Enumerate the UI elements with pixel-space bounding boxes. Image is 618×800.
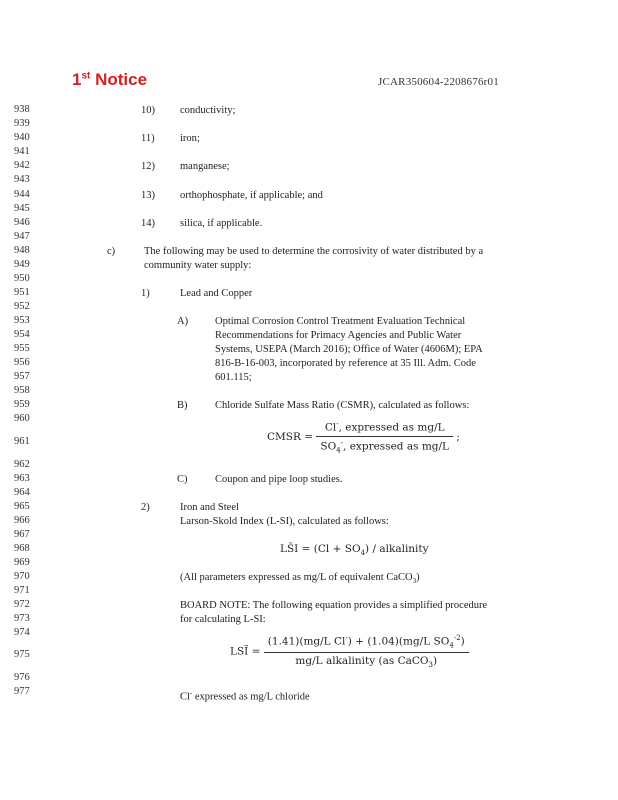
csmr-numerator: Cl-, expressed as mg/L <box>316 420 453 437</box>
line-number: 970 <box>14 571 30 582</box>
csmr-tail: ; <box>456 431 460 444</box>
line-number: 977 <box>14 686 30 697</box>
line-number: 960 <box>14 413 30 424</box>
line-number: 966 <box>14 515 30 526</box>
csmr-denominator: $SO_4^-$, expressed as mg/L <box>320 438 450 455</box>
board-note-line-1: BOARD NOTE: The following equation provides a simplified procedure <box>180 600 488 611</box>
iron-steel-title: Iron and Steel <box>180 502 239 513</box>
item-11-label: 11) <box>141 133 155 144</box>
board-note-line-2: for calculating L-SI: <box>180 614 266 625</box>
line-number: 956 <box>14 357 30 368</box>
line-number: 965 <box>14 501 30 512</box>
item-b-label: B) <box>177 400 188 411</box>
item-a-line: Systems, USEPA (March 2016); Office of Water (4606M); EPA <box>215 344 483 355</box>
line-number: 959 <box>14 399 30 410</box>
line-number: 945 <box>14 203 30 214</box>
line-number: 947 <box>14 231 30 242</box>
line-number: 958 <box>14 385 30 396</box>
line-number: 946 <box>14 217 30 228</box>
line-number: 955 <box>14 343 30 354</box>
item-14-text: silica, if applicable. <box>180 218 263 229</box>
line-number: 938 <box>14 104 30 115</box>
line-number: 973 <box>14 613 30 624</box>
line-number: 942 <box>14 160 30 171</box>
item-a-line: Recommendations for Primacy Agencies and Public Water <box>215 330 462 341</box>
item-13-label: 13) <box>141 190 155 201</box>
line-number: 963 <box>14 473 30 484</box>
lsi-lhs: LSĨ = <box>230 645 261 658</box>
item-14-label: 14) <box>141 218 155 229</box>
line-number: 954 <box>14 329 30 340</box>
item-10-text: conductivity; <box>180 105 236 116</box>
line-number: 939 <box>14 118 30 129</box>
lsi-denominator: mg/L alkalinity (as CaCO$_3$) <box>295 654 438 669</box>
notice-number: 1 <box>72 70 82 89</box>
item-c-text: Coupon and pipe loop studies. <box>215 474 343 485</box>
line-number: 943 <box>14 174 30 185</box>
item-b-text: Chloride Sulfate Mass Ratio (CSMR), calculated as follows: <box>215 400 470 411</box>
notice-ordinal: st <box>81 70 91 82</box>
item-13-text: orthophosphate, if applicable; and <box>180 190 323 201</box>
line-number: 967 <box>14 529 30 540</box>
notice-word: Notice <box>95 70 148 89</box>
line-number: 962 <box>14 459 30 470</box>
section-c-label: c) <box>107 246 116 257</box>
notice-heading <box>72 70 147 90</box>
lsi-fraction <box>264 634 469 669</box>
csmr-fraction <box>316 420 453 454</box>
line-number: 951 <box>14 287 30 298</box>
line-number: 950 <box>14 273 30 284</box>
csmr-formula <box>267 420 460 454</box>
line-number: 952 <box>14 301 30 312</box>
line-number: 968 <box>14 543 30 554</box>
lsi-formula-2 <box>230 634 469 669</box>
line-number: 975 <box>14 649 30 660</box>
line-number: 961 <box>14 436 30 447</box>
item-10-label: 10) <box>141 105 155 116</box>
lead-copper-label: 1) <box>141 288 150 299</box>
line-number: 940 <box>14 132 30 143</box>
line-number: 948 <box>14 245 30 256</box>
iron-steel-label: 2) <box>141 502 150 513</box>
item-a-label: A) <box>177 316 189 327</box>
line-number: 957 <box>14 371 30 382</box>
item-a-line: Optimal Corrosion Control Treatment Evaluation Technical <box>215 316 466 327</box>
document-id: JCAR350604-2208676r01 <box>378 76 499 88</box>
item-a-line: 601.115; <box>215 372 252 383</box>
item-a-line: 816-B-16-003, incorporated by reference at 35 Ill. Adm. Code <box>215 358 476 369</box>
line-number: 976 <box>14 672 30 683</box>
item-11-text: iron; <box>180 133 200 144</box>
chloride-note: Cl- expressed as mg/L chloride <box>180 689 310 703</box>
line-number: 944 <box>14 189 30 200</box>
lsi-numerator: (1.41)(mg/L Cl-) + (1.04)(mg/L $SO_4^{-2}$) <box>264 634 469 653</box>
line-number: 941 <box>14 146 30 157</box>
section-c-line-1: The following may be used to determine the corrosivity of water distributed by a <box>144 246 484 257</box>
line-number: 969 <box>14 557 30 568</box>
csmr-lhs: CMSR = <box>267 431 314 444</box>
item-12-text: manganese; <box>180 161 230 172</box>
line-number: 974 <box>14 627 30 638</box>
item-c-label: C) <box>177 474 188 485</box>
parameters-note: (All parameters expressed as mg/L of equivalent CaCO$_3$) <box>180 572 420 586</box>
line-number: 971 <box>14 585 30 596</box>
iron-steel-subtitle: Larson-Skold Index (L-SI), calculated as follows: <box>180 516 389 527</box>
section-c-line-2: community water supply: <box>144 260 252 271</box>
lsi-formula-1: LŠI = $(Cl + SO_4)$ / alkalinity <box>280 543 429 558</box>
item-12-label: 12) <box>141 161 155 172</box>
lead-copper-title: Lead and Copper <box>180 288 253 299</box>
line-number: 953 <box>14 315 30 326</box>
line-number: 964 <box>14 487 30 498</box>
line-number: 972 <box>14 599 30 610</box>
line-number: 949 <box>14 259 30 270</box>
